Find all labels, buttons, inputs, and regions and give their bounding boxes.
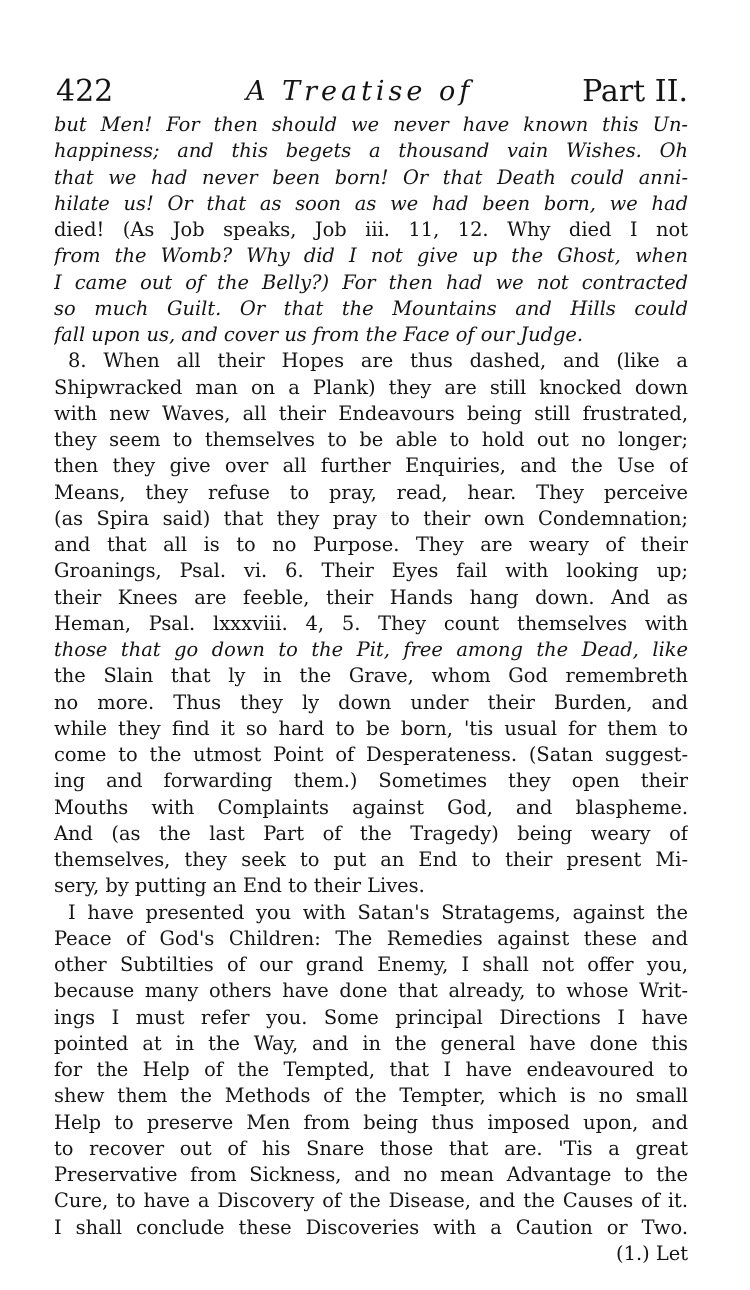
text-line: Shipwracked man on a Plank) they are still knocked down	[54, 375, 688, 399]
text-line: for the Help of the Tempted, that I have endeavoured to	[54, 1058, 688, 1081]
text-line: Help to preserve Men from being thus imposed upon, and	[54, 1110, 688, 1134]
text-line: but Men! For then should we never have known this Un-	[54, 113, 688, 136]
text-line: shew them the Methods of the Tempter, which is no small	[54, 1084, 688, 1108]
text-line: Means, they refuse to pray, read, hear. They perceive	[54, 480, 688, 504]
text-line: the Slain that ly in the Grave, whom God remembreth	[54, 664, 688, 688]
text-line: with new Waves, all their Endeavours being still frustrated,	[54, 401, 688, 425]
text-line: (as Spira said) that they pray to their own Condemnation;	[54, 506, 688, 530]
page-number: 422	[56, 74, 114, 109]
page-body-text	[54, 112, 688, 1267]
text-line: sery, by putting an End to their Lives.	[54, 874, 425, 898]
text-line: come to the utmost Point of Desperateness. (Satan suggest-	[54, 743, 688, 766]
text-line: Heman, Psal. lxxxviii. 4, 5. They count themselves with	[54, 611, 688, 635]
text-line: and that all is to no Purpose. They are weary of their	[54, 533, 688, 556]
text-line: I shall conclude these Discoveries with a Caution or Two.	[54, 1215, 688, 1239]
text-line: so much Guilt. Or that the Mountains and Hills could	[54, 296, 688, 320]
text-line: ings I must refer you. Some principal Directions I have	[54, 1005, 688, 1029]
text-line: to recover out of his Snare those that are. 'Tis a great	[54, 1136, 688, 1160]
text-line: 8. When all their Hopes are thus dashed, and (like a	[68, 349, 688, 373]
text-line: Peace of God's Children: The Remedies against these and	[54, 926, 688, 950]
running-title: A Treatise of	[246, 76, 474, 107]
text-line: that we had never been born! Or that Death could anni-	[54, 165, 688, 189]
text-line: hilate us! Or that as soon as we had been born, we had	[54, 191, 688, 215]
text-line: because many others have done that already, to whose Writ-	[54, 979, 688, 1003]
text-line: Groanings, Psal. vi. 6. Their Eyes fail with looking up;	[54, 559, 688, 583]
text-line: ing and forwarding them.) Sometimes they open their	[54, 769, 688, 793]
text-line: happiness; and this begets a thousand vain Wishes. Oh	[54, 139, 688, 163]
text-line: And (as the last Part of the Tragedy) being weary of	[54, 821, 688, 845]
text-line: Mouths with Complaints against God, and blaspheme.	[54, 795, 688, 819]
text-line: Preservative from Sickness, and no mean Advantage to the	[54, 1163, 688, 1186]
text-line: I have presented you with Satan's Stratagems, against the	[68, 900, 688, 924]
text-line: themselves, they seek to put an End to their present Mi-	[54, 848, 688, 871]
text-line: fall upon us, and cover us from the Face of our Judge.	[54, 323, 584, 346]
text-line: while they find it so hard to be born, 'tis usual for them to	[54, 716, 688, 740]
catchword: (1.) Let	[616, 1241, 688, 1265]
text-line: pointed at in the Way, and in the general have done this	[54, 1031, 688, 1055]
text-line: I came out of the Belly?) For then had we not contracted	[54, 270, 688, 294]
running-header	[56, 74, 688, 114]
text-line: no more. Thus they ly down under their Burden, and	[54, 690, 688, 714]
part-label: Part II.	[582, 74, 688, 109]
text-line: their Knees are feeble, their Hands hang down. And as	[54, 585, 688, 609]
text-line: from the Womb? Why did I not give up the Ghost, when	[54, 244, 688, 268]
text-line: Cure, to have a Discovery of the Disease, and the Causes of it.	[54, 1189, 688, 1213]
text-line: then they give over all further Enquiries, and the Use of	[54, 454, 688, 478]
text-line: died! (As Job speaks, Job iii. 11, 12. Why died I not	[54, 218, 688, 241]
text-line: those that go down to the Pit, free among the Dead, like	[54, 638, 688, 661]
text-line: they seem to themselves to be able to hold out no longer;	[54, 428, 688, 451]
text-line: other Subtilties of our grand Enemy, I shall not offer you,	[54, 953, 688, 976]
